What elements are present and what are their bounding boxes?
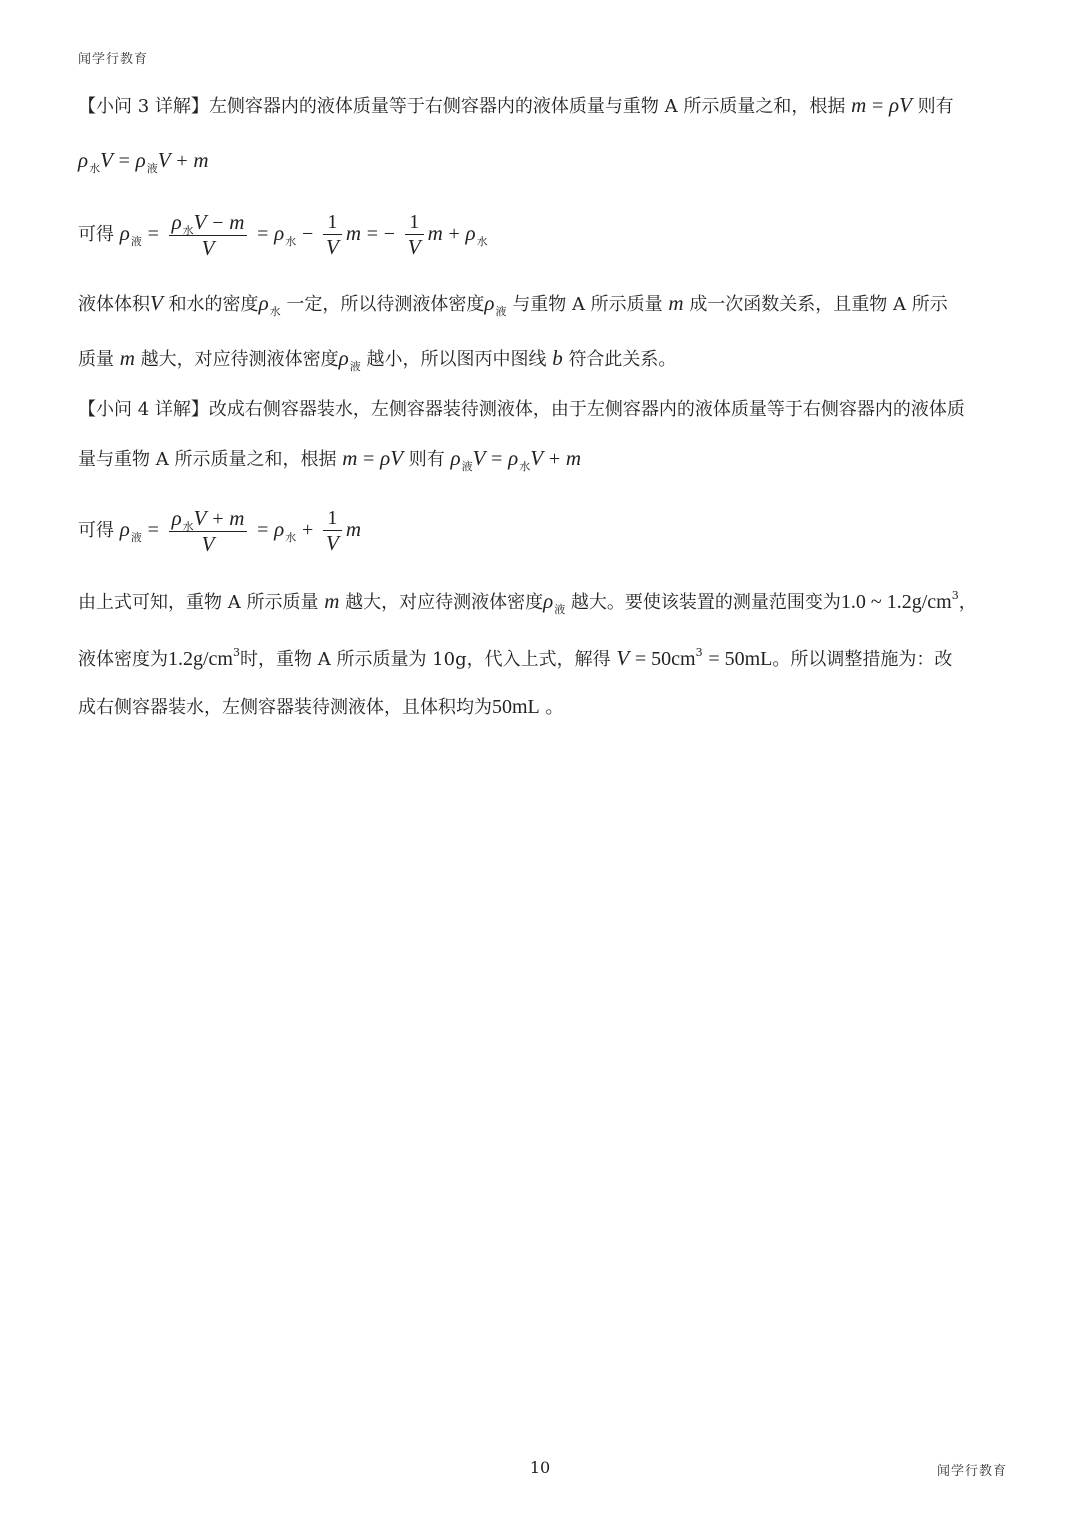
sub-liquid: 液 [130,531,142,544]
rho-symbol: ρ [119,221,130,245]
plus-sign: + [548,448,561,470]
m-symbol: m [229,505,245,530]
text: 。所以调整措施为：改 [772,649,953,670]
fraction-numerator: 1 [323,507,342,531]
formula-V: V [899,93,912,117]
page-number: 10 [529,1458,551,1477]
q4-intro-text: 【小问 4 详解】改成右侧容器装水，左侧容器装待测液体，由于左侧容器内的液体质量等于右侧容器内的液体质 [78,399,965,420]
formula-m: m [851,93,867,117]
text: 则有 [408,449,445,470]
text: 成一次函数关系，且重物 A 所示 [689,294,948,315]
minus-sign: − [212,211,224,234]
v-symbol: V [201,531,215,556]
v-symbol: V [193,209,207,234]
v-symbol: V [326,234,339,259]
range-value: 1.0 ~ 1.2g/cm [840,591,952,613]
b-symbol: b [552,346,563,370]
volume-ml: = 50mL [708,648,773,670]
text: 。 [545,697,564,718]
v-symbol: V [100,148,113,172]
m-symbol: m [427,221,443,245]
text: 液体密度为 [78,649,168,670]
superscript-3: 3 [233,646,240,659]
m-symbol: m [229,209,245,234]
eq-sign: = [147,519,159,541]
v-symbol: V [407,234,421,259]
q3-intro-after: 则有 [917,96,954,117]
sub-liquid: 液 [495,305,507,318]
plus-sign: + [176,150,188,172]
thus-label: 可得 [78,224,114,245]
eq-sign: = [147,223,159,245]
text: 成右侧容器装水，左侧容器装待测液体，且体积均为 [78,697,492,718]
rho-symbol: ρ [274,221,285,245]
q3-equation-1 [78,133,1002,191]
sub-water: 水 [269,305,281,318]
footer-brand: 闻学行教育 [937,1464,1008,1479]
fraction-numerator [169,506,248,532]
fraction [323,507,342,556]
sub-liquid: 液 [130,235,142,248]
m-symbol: m [193,148,209,172]
v-symbol: V [530,446,544,470]
q4-equation [78,496,1002,566]
q4-conclusion-line-1 [78,574,1002,632]
m-symbol: m [342,446,358,470]
fraction [405,211,424,260]
fraction-denominator [169,532,248,557]
rho-symbol: ρ [338,346,349,370]
plus-sign: + [212,507,224,530]
fraction [169,210,248,261]
eq-sign: = [257,223,269,245]
fraction-denominator [169,236,248,261]
plus-sign: + [448,223,460,245]
eq-sign: = [118,150,130,172]
fraction-numerator: 1 [323,211,342,235]
text: 由上式可知，重物 A 所示质量 [78,592,319,613]
rho-symbol: ρ [543,589,554,613]
thus-label: 可得 [78,520,114,541]
rho-symbol: ρ [380,446,391,470]
rho-symbol: ρ [119,517,130,541]
sub-liquid: 液 [349,360,361,373]
plus-sign: + [302,519,314,541]
v-symbol: V [201,235,215,260]
sub-water: 水 [285,235,297,248]
sub-water: 水 [285,531,297,544]
v-symbol: V [150,291,163,315]
text: 越大，对应待测液体密度 [140,349,339,370]
fraction-denominator [323,531,342,556]
superscript-3: 3 [695,646,703,659]
rho-symbol: ρ [135,148,146,172]
text: 液体体积 [78,294,150,315]
q4-conclusion-line-3 [78,680,1002,735]
text: 越大，对应待测液体密度 [345,592,544,613]
rho-symbol: ρ [450,446,461,470]
fraction-denominator [323,235,342,260]
rho-symbol: ρ [258,291,269,315]
m-symbol: m [119,346,135,370]
superscript-3: 3 [951,589,959,602]
fraction [323,211,342,260]
m-symbol: m [324,589,340,613]
sub-water: 水 [476,235,488,248]
comma: ， [958,592,977,613]
fraction-numerator [169,210,248,236]
text: 与重物 A 所示质量 [512,294,663,315]
text: 质量 [78,349,114,370]
rho-symbol: ρ [508,446,519,470]
v-symbol: V [326,530,339,555]
q3-analysis-line-2 [78,331,1002,389]
sub-water: 水 [182,223,194,237]
sub-liquid: 液 [146,162,158,175]
fraction-numerator: 1 [405,211,424,235]
fraction-denominator [405,235,424,260]
fraction [169,506,248,557]
rho-symbol: ρ [78,148,89,172]
q3-equation-2 [78,200,1002,270]
sub-liquid: 液 [461,460,473,473]
v-symbol: V [472,446,486,470]
q4-intro-line-2 [78,431,1002,489]
formula-rho: ρ [889,93,900,117]
sub-water: 水 [182,519,194,533]
header-brand: 闻学行教育 [78,52,149,67]
v-symbol: V [390,446,404,470]
text: 和水的密度 [168,294,259,315]
text: 越小，所以图丙中图线 [366,349,547,370]
text: 量与重物 A 所示质量之和，根据 [78,449,337,470]
rho-symbol: ρ [171,209,182,234]
eq-sign: = [257,519,269,541]
q3-analysis-line-1 [78,276,1002,334]
eq-sign: = [363,448,375,470]
sub-water: 水 [89,162,101,175]
eq-sign: = [871,95,884,117]
v-symbol: V [616,646,630,670]
q3-intro-text: 【小问 3 详解】左侧容器内的液体质量等于右侧容器内的液体质量与重物 A 所示质量之和，根据 [78,96,846,117]
minus-sign: − [302,223,314,245]
rho-symbol: ρ [171,505,182,530]
rho-symbol: ρ [274,517,285,541]
sub-water: 水 [519,460,531,473]
m-symbol: m [668,291,684,315]
m-symbol: m [345,517,362,541]
density-value: 1.2g/cm [168,648,233,670]
neg-sign: − [383,223,396,245]
text: 时，重物 A 所示质量为 10g，代入上式，解得 [240,649,611,670]
sub-liquid: 液 [554,603,566,616]
text: 一定，所以待测液体密度 [286,294,485,315]
q4-intro-line-1 [78,383,1002,437]
eq-sign: = [366,223,379,245]
rho-symbol: ρ [465,221,476,245]
m-symbol: m [565,446,582,470]
eq-sign: = [491,448,503,470]
volume-cm3: = 50cm [634,648,696,670]
v-symbol: V [193,505,207,530]
m-symbol: m [345,221,362,245]
rho-symbol: ρ [484,291,495,315]
text: 符合此关系。 [568,349,677,370]
text: 越大。要使该装置的测量范围变为 [570,592,841,613]
v-symbol: V [157,148,171,172]
q3-intro-line [78,78,1002,134]
volume-final: 50mL [492,696,540,718]
